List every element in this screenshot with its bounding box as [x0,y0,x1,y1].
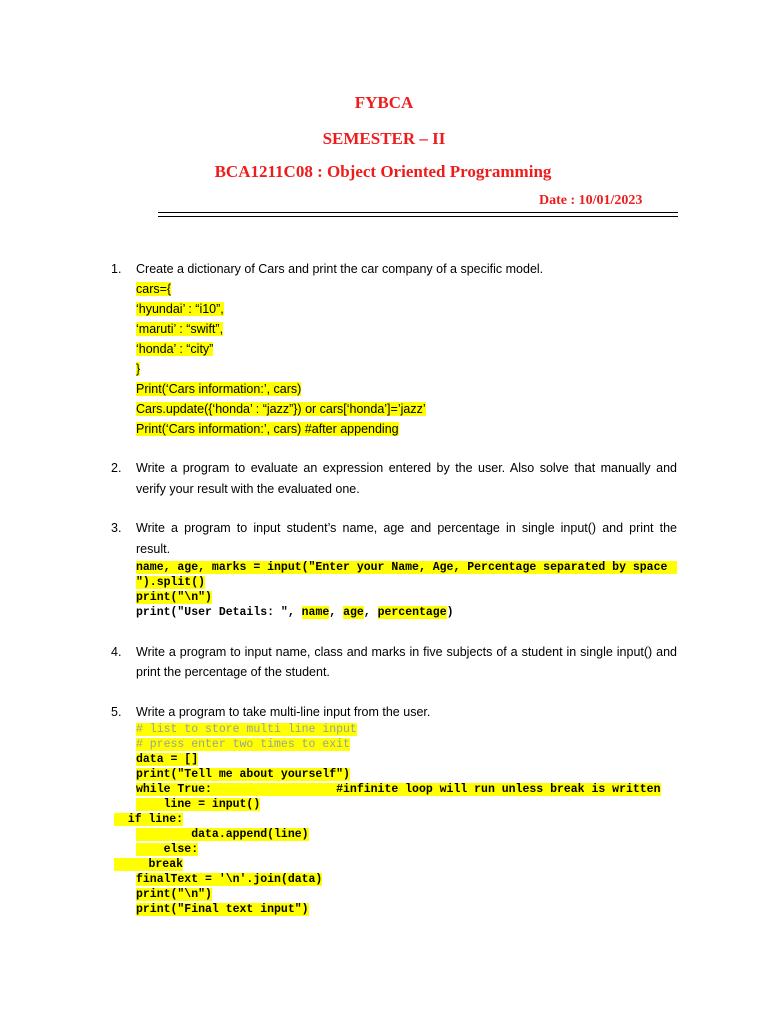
q5-comment-2: # press enter two times to exit [136,738,350,751]
q5-code-line-11: print("Final text input") [136,903,309,916]
q3-code-name: name [301,606,330,619]
q5-code-line-6: data.append(line) [136,828,309,841]
q2-text-line-1: Write a program to evaluate an expression entered by the user. Also solve that manually and [136,461,677,475]
q4-number: 4. [111,645,122,659]
q2-number: 2. [111,461,122,475]
semester-title: SEMESTER – II [322,129,446,148]
q5-number: 5. [111,705,122,719]
q3-code-close: ) [446,606,454,619]
q1-line-4: ‘honda’ : “city” [136,342,214,356]
q5-code-line-3: while True: #infinite loop will run unless break is written [136,783,661,796]
q1-number: 1. [111,262,122,276]
q5-code-line-10: print("\n") [136,888,212,901]
header-divider-bottom [158,216,678,217]
q5-code-line-7: else: [136,843,199,856]
q3-text-line-1: Write a program to input student’s name, age and percentage in single input() and print the [136,521,677,535]
q3-code-line-3: print("\n") [136,591,212,604]
q5-code-line-8: break [114,858,184,871]
q1-line-6: Print(‘Cars information:’, cars) [136,382,302,396]
date-label: Date : 10/01/2023 [539,193,643,208]
q5-code-line-5: if line: [114,813,184,826]
q5-comment-1: # list to store multi line input [136,723,357,736]
q1-line-5: } [136,362,141,376]
q5-code-line-9: finalText = '\n'.join(data) [136,873,323,886]
q4-text-line-1: Write a program to input name, class and marks in five subjects of a student in single input() and [136,645,677,659]
q3-code-age: age [343,606,364,619]
q4-text-line-2: print the percentage of the student. [136,665,330,679]
q3-code-sep-2: , [363,606,378,619]
q2-text-line-2: verify your result with the evaluated one. [136,482,360,496]
q1-text: Create a dictionary of Cars and print the car company of a specific model. [136,262,544,276]
q5-code-line-2: print("Tell me about yourself") [136,768,350,781]
q5-text: Write a program to take multi-line input from the user. [136,705,431,719]
q1-line-8: Print(‘Cars information:’, cars) #after appending [136,422,399,436]
q5-code-line-4: line = input() [136,798,261,811]
subject-title: BCA1211C08 : Object Oriented Programming [214,162,552,181]
q3-code-line-2: ").split() [136,576,206,589]
course-title: FYBCA [354,93,414,112]
q1-line-1: cars={ [136,282,172,296]
header-divider-top [158,212,678,213]
q3-code-percentage: percentage [377,606,447,619]
q1-line-2: ‘hyundai’ : “i10”, [136,302,224,316]
q3-text-line-2: result. [136,542,171,556]
q5-code-line-1: data = [] [136,753,199,766]
q3-code-line-1: name, age, marks = input("Enter your Name, Age, Percentage separated by space [136,561,677,574]
q3-code-line-4-a: print("User Details: ", [136,606,302,619]
q3-number: 3. [111,521,122,535]
q1-line-3: ‘maruti’ : “swift”, [136,322,224,336]
q3-code-sep-1: , [329,606,344,619]
q1-line-7: Cars.update({‘honda’ : “jazz”}) or cars[‘honda’]=’jazz’ [136,402,426,416]
